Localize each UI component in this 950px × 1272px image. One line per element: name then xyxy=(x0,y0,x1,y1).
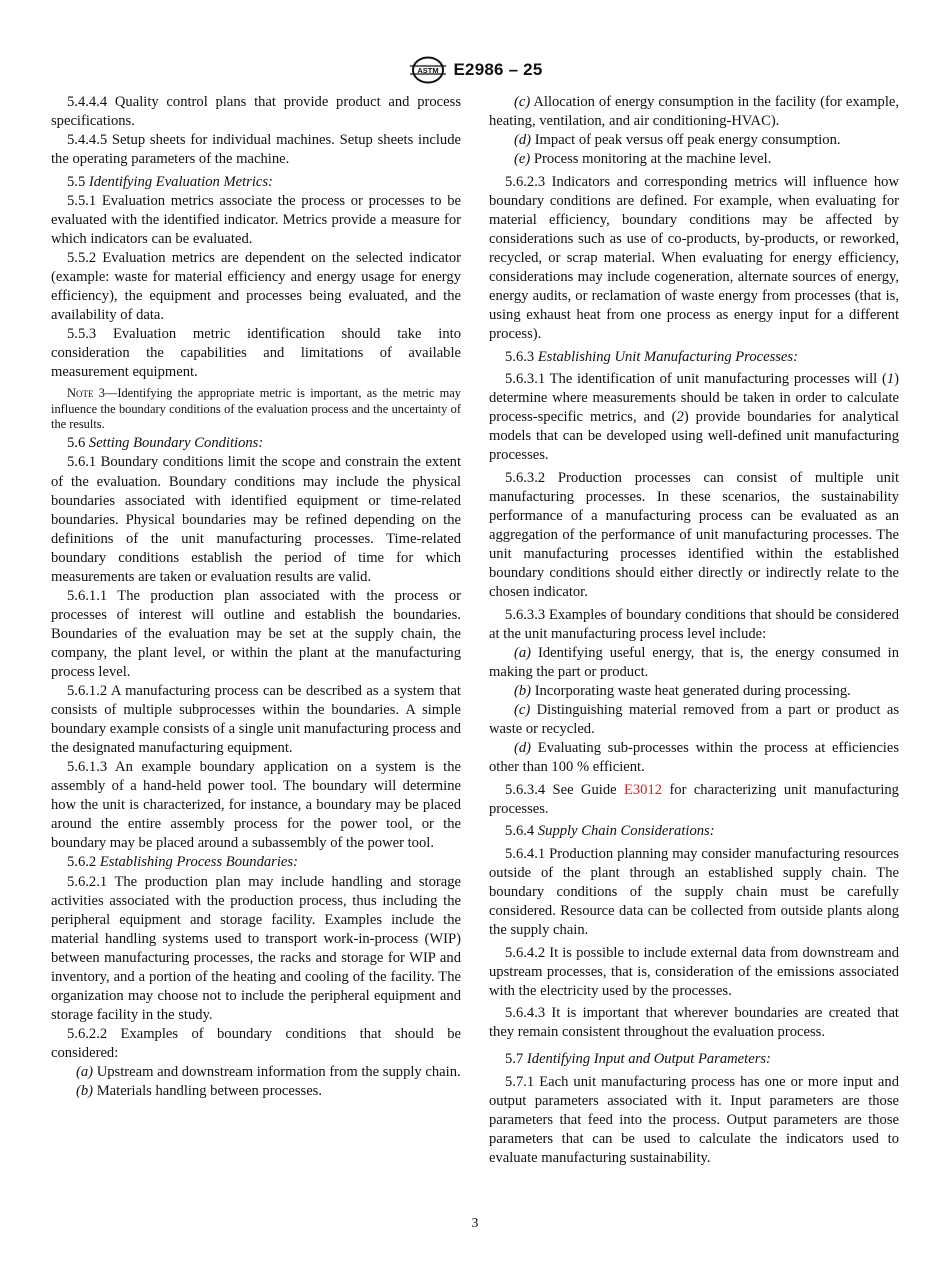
note-label: Note 3 xyxy=(67,386,105,401)
item-text: Upstream and downstream information from the supply chain. xyxy=(96,1063,461,1080)
left-column xyxy=(51,93,461,1101)
section-heading-5-6 xyxy=(51,434,461,453)
item-label: (d) xyxy=(514,132,532,149)
paragraph-5-5-3: 5.5.3 Evaluation metric identification should take into consideration the capabilities and limitations of available measurement equipment. xyxy=(51,326,461,381)
item-label: (c) xyxy=(514,701,531,718)
section-number: 5.6.4 xyxy=(505,823,535,840)
document-designation: E2986 – 25 xyxy=(453,60,543,79)
item-label: (d) xyxy=(514,740,532,757)
list-item-a xyxy=(489,644,899,682)
section-title: Establishing Process Boundaries: xyxy=(99,854,298,871)
list-item-a xyxy=(51,1063,461,1082)
section-title: Supply Chain Considerations: xyxy=(537,823,715,840)
paragraph-5-6-3-4 xyxy=(489,781,899,819)
list-item-d xyxy=(489,739,899,777)
section-title: Establishing Unit Manufacturing Processes: xyxy=(537,348,798,365)
paragraph-5-6-4-1: 5.6.4.1 Production planning may consider manufacturing resources outside of the plant through an established supply chain. The boundary conditions of the supply chain must be carefully considered. Resource data can be collected from outside plants along the supply chain. xyxy=(489,845,899,938)
section-number: 5.5 xyxy=(67,173,86,190)
note-text: —Identifying the appropriate metric is important, as the metric may influence the boundary conditions of the evaluation process and the uncertainty of the results. xyxy=(51,386,461,432)
item-label: (a) xyxy=(514,644,532,661)
section-heading-5-7 xyxy=(489,1050,899,1069)
section-number: 5.7 xyxy=(505,1051,524,1068)
list-item-b xyxy=(51,1082,461,1101)
list-item-e xyxy=(489,150,899,169)
page-header xyxy=(0,55,950,85)
paragraph-5-6-4-2: 5.6.4.2 It is possible to include external data from downstream and upstream processes, that is, consideration of the emissions associated with the electricity used by the processes. xyxy=(489,944,899,999)
paragraph-5-6-1: 5.6.1 Boundary conditions limit the scope and constrain the extent of the evaluation. Boundary conditions may include the physical boundaries associated with identified equipment or time-related boundaries. Physical boundaries may be refined depending on the definitions of the unit manufacturing processes. Time-related boundary conditions establish the period of time for which measurements are taken or evaluation results are valid. xyxy=(51,454,461,585)
section-number: 5.6.3 xyxy=(505,348,535,365)
list-item-d xyxy=(489,131,899,150)
item-label: (e) xyxy=(514,151,531,168)
page-number: 3 xyxy=(471,1215,479,1230)
paragraph-5-6-3-2: 5.6.3.2 Production processes can consist of multiple unit manufacturing processes. In these scenarios, the sustainability performance of a manufacturing process can be evaluated as an aggregation of the performance of unit manufacturing processes. The unit manufacturing processes identified within the established boundary conditions should either directly or indirectly relate to the chosen indicator. xyxy=(489,469,899,601)
paragraph-5-6-1-1: 5.6.1.1 The production plan associated with the process or processes of interest will outline and establish the boundaries. Boundaries of the evaluation may be set at the supply chain, the company, the plant level, or within the plant at the manufacturing process level. xyxy=(51,587,461,680)
section-heading-5-6-4 xyxy=(489,822,899,841)
paragraph-5-6-4-3: 5.6.4.3 It is important that wherever boundaries are created that they remain consistent throughout the evaluation process. xyxy=(489,1005,899,1041)
item-text: Process monitoring at the machine level. xyxy=(533,151,772,168)
paragraph-5-6-2-1: 5.6.2.1 The production plan may include handling and storage activities associated with the production process, thus including the peripheral equipment and storage facility. Examples include the material handling systems used to transport work-in-process (WIP) between manufacturing processes, the racks and storage for WIP and inventory, and a portion of the heating and cooling of the facility. The organization may choose not to include the peripheral equipment and storage facility in the study. xyxy=(51,873,461,1023)
item-text: Allocation of energy consumption in the facility (for example, heating, ventilation, and air conditioning-HVAC). xyxy=(489,94,900,130)
list-item-b xyxy=(489,682,899,701)
item-label: (c) xyxy=(514,94,531,110)
section-number: 5.6 xyxy=(67,435,86,452)
section-heading-5-6-2 xyxy=(51,853,461,872)
astm-logo-icon xyxy=(408,55,448,85)
paragraph-5-6-2-3: 5.6.2.3 Indicators and corresponding metrics will influence how boundary conditions are defined. For example, when evaluating for material efficiency, boundary conditions may be affected by considerations such as use of co-products, by-products, or reworked, recycled, or scrap material. When evaluating for energy efficiency, considerations may include cogeneration, alternate sources of energy, energy audits, or reclamation of waste energy from processes (that is, using exhaust heat from one process as energy input for a different process). xyxy=(489,173,899,343)
item-text: Identifying useful energy, that is, the energy consumed in making the part or product. xyxy=(489,644,899,680)
enumerator: 2 xyxy=(676,409,684,426)
text-segment: 5.6.3.4 See Guide xyxy=(505,781,624,798)
paragraph-5-6-3-3: 5.6.3.3 Examples of boundary conditions that should be considered at the unit manufacturing process level include: xyxy=(489,606,899,642)
list-item-c xyxy=(489,93,899,131)
item-text: Incorporating waste heat generated during processing. xyxy=(534,682,851,699)
item-text: Impact of peak versus off peak energy consumption. xyxy=(534,132,841,149)
item-label: (a) xyxy=(76,1063,94,1080)
right-column xyxy=(489,93,899,1168)
paragraph-5-6-3-1 xyxy=(489,370,899,465)
item-label: (b) xyxy=(76,1083,94,1100)
list-item-c xyxy=(489,701,899,739)
enumerator: 1 xyxy=(886,371,895,388)
text-segment: ) provide boundaries for analytical models that can be developed using well-defined unit manufacturing processes. xyxy=(489,409,899,464)
text-segment: ) determine where measurements should be taken in order to calculate process-specific metrics, and ( xyxy=(489,371,899,426)
paragraph-5-6-1-2: 5.6.1.2 A manufacturing process can be described as a system that consists of multiple subprocesses within the boundaries. A simple boundary example consists of a single unit manufacturing process and the designated manufacturing equipment. xyxy=(51,683,461,757)
item-text: Evaluating sub-processes within the process at efficiencies other than 100 % efficient. xyxy=(489,740,900,776)
logo-text: ASTM xyxy=(416,65,439,75)
paragraph-5-6-2-2: 5.6.2.2 Examples of boundary conditions that should be considered: xyxy=(51,1025,461,1061)
paragraph-5-7-1: 5.7.1 Each unit manufacturing process has one or more input and output parameters associated with it. Input parameters are those parameters that feed into the process. Output parameters are those parameters that can be used to calculate the indicators used to evaluate manufacturing sustainability. xyxy=(489,1073,899,1166)
paragraph-5-5-2: 5.5.2 Evaluation metrics are dependent on the selected indicator (example: waste for material efficiency and energy usage for energy efficiency), the equipment and processes being evaluated, and the availability of data. xyxy=(51,249,461,324)
section-title: Identifying Input and Output Parameters: xyxy=(526,1051,771,1068)
section-title: Identifying Evaluation Metrics: xyxy=(88,173,273,190)
section-title: Setting Boundary Conditions: xyxy=(88,435,264,452)
section-heading-5-5 xyxy=(51,173,461,192)
e3012-link[interactable]: E3012 xyxy=(623,781,663,798)
item-text: Distinguishing material removed from a part or product as waste or recycled. xyxy=(489,701,899,737)
text-segment: 5.6.3.1 The identification of unit manufacturing processes will ( xyxy=(505,371,887,388)
item-label: (b) xyxy=(514,682,532,699)
paragraph-5-4-4-5: 5.4.4.5 Setup sheets for individual machines. Setup sheets include the operating parameters of the machine. xyxy=(51,132,461,168)
section-number: 5.6.2 xyxy=(67,854,97,871)
section-heading-5-6-3 xyxy=(489,348,899,367)
item-text: Materials handling between processes. xyxy=(96,1083,323,1100)
paragraph-5-6-1-3: 5.6.1.3 An example boundary application on a system is the assembly of a hand-held power tool. The boundary will determine how the unit is characterized, for instance, a boundary may be placed around the entire assembly process for the power tool, or the boundary may be placed around a subassembly of the power tool. xyxy=(51,759,461,852)
text-segment: for characterizing unit manufacturing processes. xyxy=(489,781,899,817)
paragraph-5-5-1: 5.5.1 Evaluation metrics associate the process or processes to be evaluated with the identified indicator. Metrics provide a measure for which indicators can be evaluated. xyxy=(51,192,461,247)
note-3 xyxy=(51,386,461,432)
paragraph-5-4-4-4: 5.4.4.4 Quality control plans that provide product and process specifications. xyxy=(51,94,461,130)
